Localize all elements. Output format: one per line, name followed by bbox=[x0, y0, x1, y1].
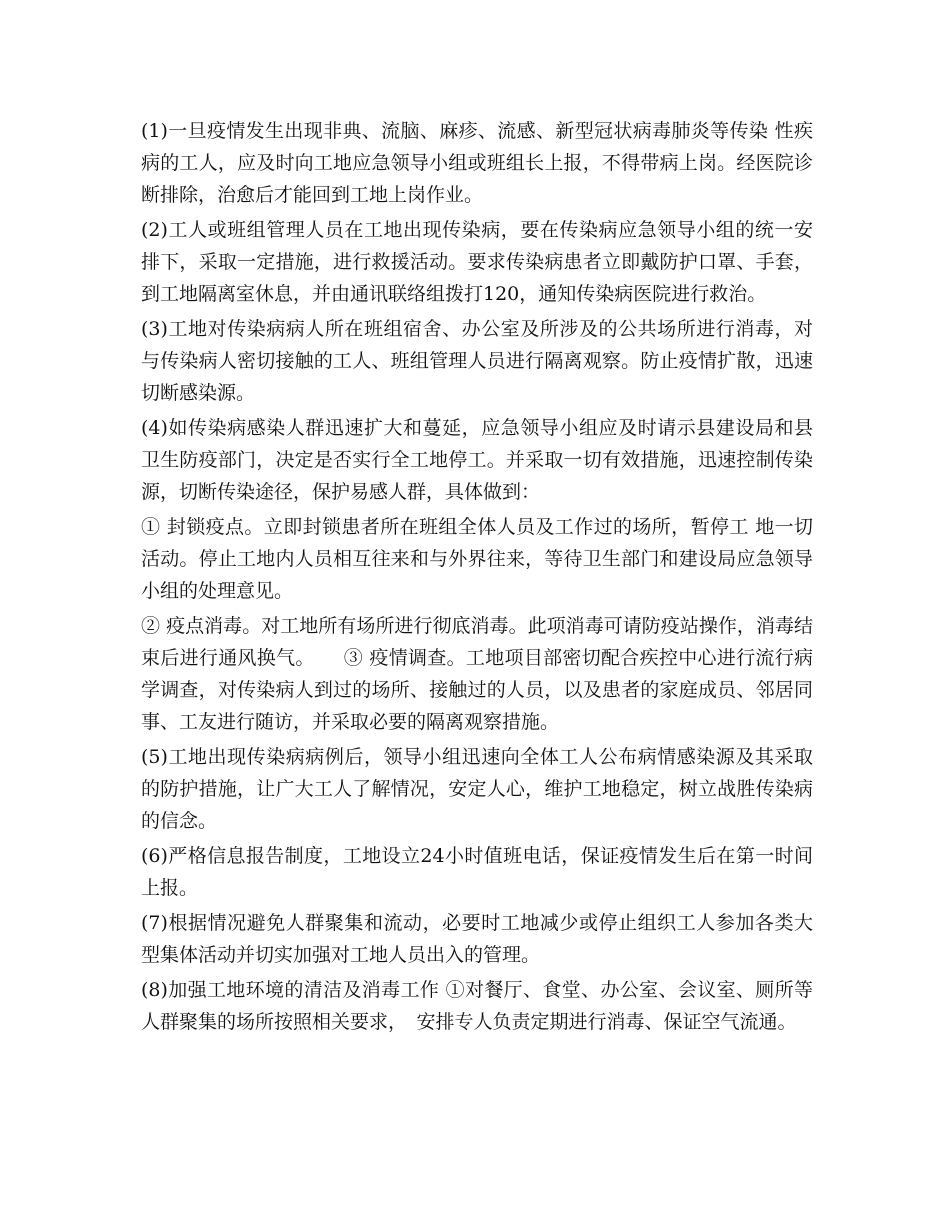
paragraph-7: (5)工地出现传染病病例后，领导小组迅速向全体工人公布病情感染源及其采取的防护措施，让广大工人了解情况，安定人心，维护工地稳定，树立战胜传染病的信念。 bbox=[141, 746, 813, 832]
document-body bbox=[141, 115, 813, 1038]
paragraph-1: (1)一旦疫情发生出现非典、流脑、麻疹、流感、新型冠状病毒肺炎等传染 性疾病的工人，应及时向工地应急领导小组或班组长上报，不得带病上岗。经医院诊断排除，治愈后才能回到工地上岗作业。 bbox=[141, 120, 813, 206]
paragraph-10: (8)加强工地环境的清洁及消毒工作 ①对餐厅、食堂、办公室、会议室、厕所等人群聚集的场所按照相关要求， 安排专人负责定期进行消毒、保证空气流通。 bbox=[141, 979, 813, 1033]
paragraph-3: (3)工地对传染病病人所在班组宿舍、办公室及所涉及的公共场所进行消毒，对与传染病人密切接触的工人、班组管理人员进行隔离观察。防止疫情扩散，迅速切断感染源。 bbox=[141, 318, 813, 404]
paragraph-2: (2)工人或班组管理人员在工地出现传染病，要在传染病应急领导小组的统一安排下，采取一定措施，进行救援活动。要求传染病患者立即戴防护口罩、手套，到工地隔离室休息，并由通讯联络组拨打120，通知传染病医院进行救治。 bbox=[141, 219, 813, 305]
paragraph-9: (7)根据情况避免人群聚集和流动，必要时工地减少或停止组织工人参加各类大型集体活动并切实加强对工地人员出入的管理。 bbox=[141, 912, 813, 966]
paragraph-5: ① 封锁疫点。立即封锁患者所在班组全体人员及工作过的场所，暂停工 地一切活动。停止工地内人员相互往来和与外界往来，等待卫生部门和建设局应急领导小组的处理意见。 bbox=[141, 516, 813, 602]
paragraph-6: ② 疫点消毒。对工地所有场所进行彻底消毒。此项消毒可请防疫站操作，消毒结束后进行通风换气。 ③ 疫情调查。工地项目部密切配合疾控中心进行流行病学调查，对传染病人到过的场所、接触过的人员，以及患者的家庭成员、邻居同事、工友进行随访，并采取必要的隔离观察措施。 bbox=[141, 615, 813, 733]
paragraph-8: (6)严格信息报告制度，工地设立24小时值班电话，保证疫情发生后在第一时间上报。 bbox=[141, 845, 813, 899]
paragraph-4: (4)如传染病感染人群迅速扩大和蔓延，应急领导小组应及时请示县建设局和县卫生防疫部门，决定是否实行全工地停工。并采取一切有效措施，迅速控制传染源，切断传染途径，保护易感人群，具体做到： bbox=[141, 417, 813, 503]
